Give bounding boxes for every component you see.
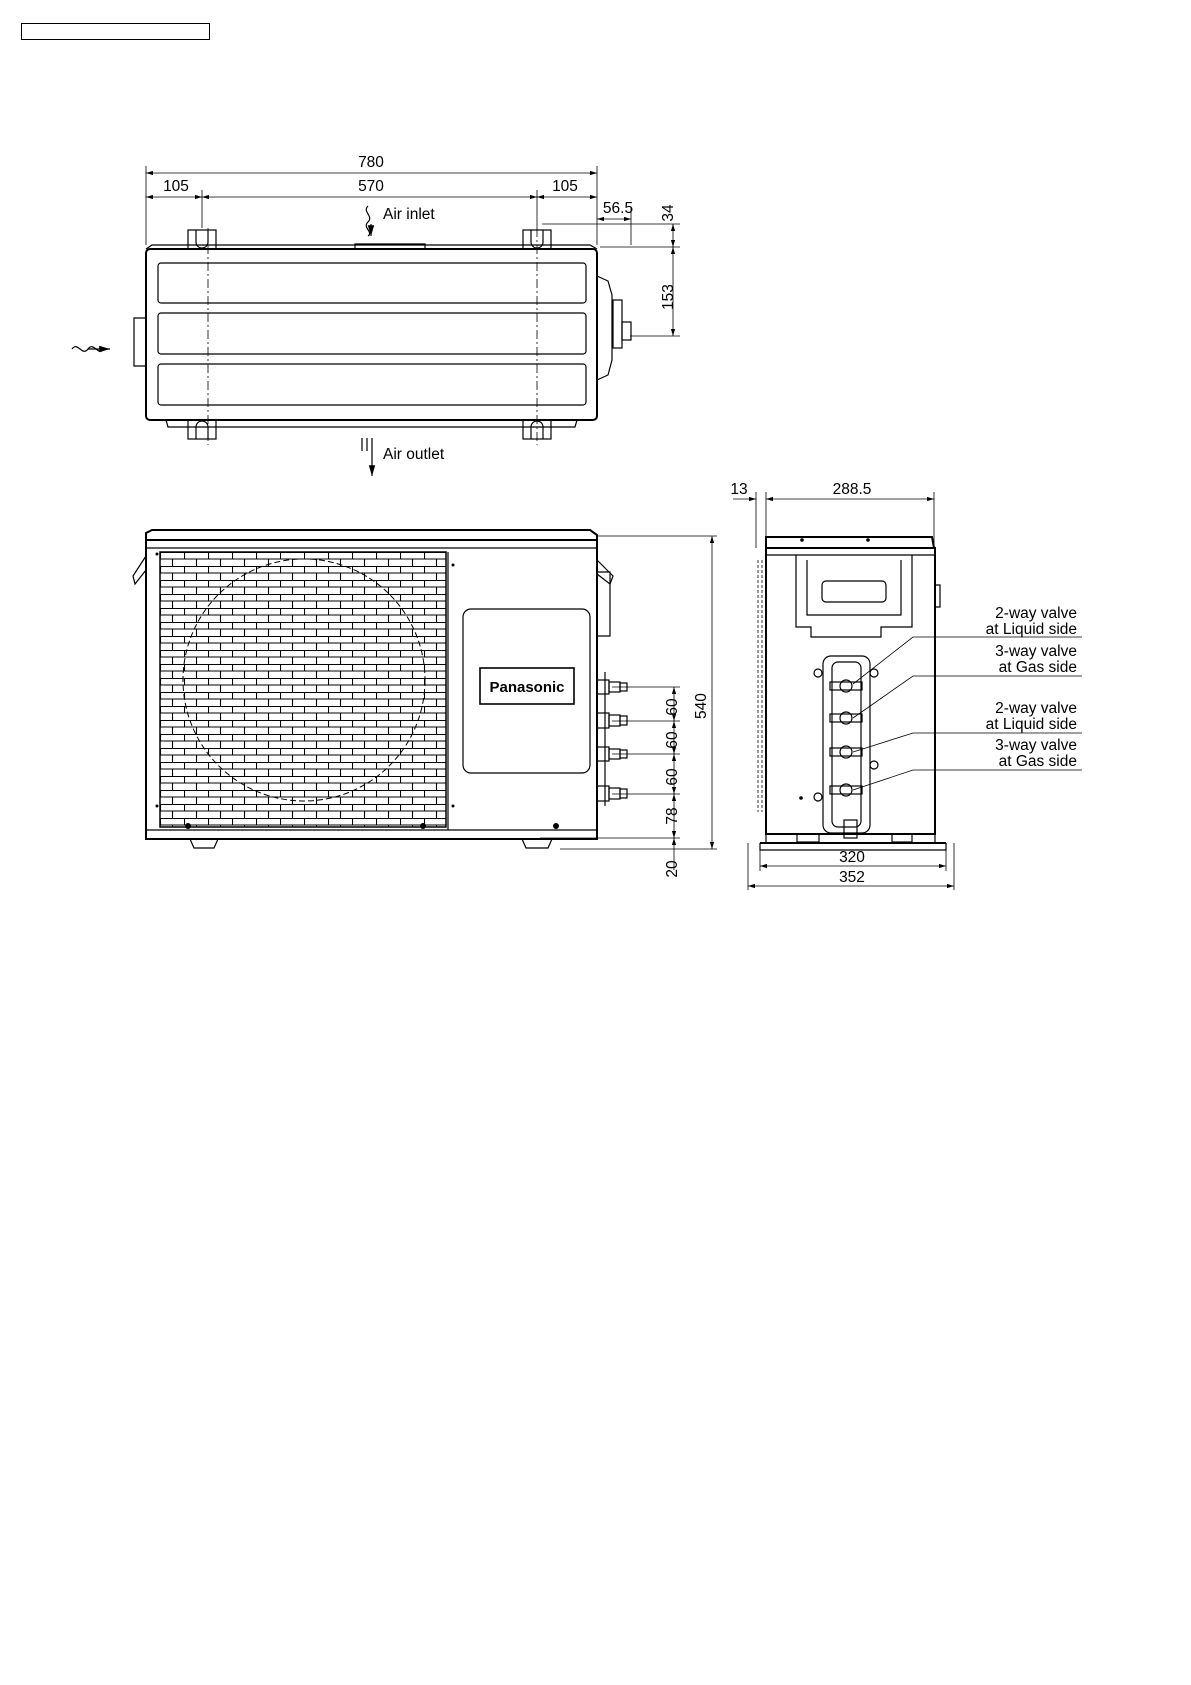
air-inlet-label: Air inlet bbox=[383, 206, 435, 223]
dim-20: 20 bbox=[664, 860, 681, 878]
side-view bbox=[730, 481, 1082, 890]
dim-288-5: 288.5 bbox=[832, 481, 872, 498]
dim-34: 34 bbox=[660, 204, 677, 222]
dim-352: 352 bbox=[839, 869, 865, 886]
dim-105-left: 105 bbox=[163, 178, 189, 195]
valve-4-line2: at Gas side bbox=[998, 753, 1077, 770]
dim-780: 780 bbox=[358, 154, 384, 171]
dim-153: 153 bbox=[660, 284, 677, 310]
top-view bbox=[72, 154, 680, 476]
brand-logo: Panasonic bbox=[489, 679, 565, 696]
valve-1-line1: 2-way valve bbox=[995, 605, 1077, 622]
air-outlet-label: Air outlet bbox=[383, 446, 445, 463]
front-view bbox=[133, 530, 717, 878]
valve-3-line1: 2-way valve bbox=[995, 700, 1077, 717]
dim-60-1: 60 bbox=[664, 698, 681, 716]
valve-3-line2: at Liquid side bbox=[985, 716, 1077, 733]
dim-78: 78 bbox=[664, 807, 681, 825]
dim-13: 13 bbox=[730, 481, 748, 498]
valve-4-line1: 3-way valve bbox=[995, 737, 1077, 754]
dim-60-3: 60 bbox=[664, 768, 681, 786]
valve-1-line2: at Liquid side bbox=[985, 621, 1077, 638]
dim-540: 540 bbox=[693, 693, 710, 719]
valve-2-line2: at Gas side bbox=[998, 659, 1077, 676]
dim-105-right: 105 bbox=[552, 178, 578, 195]
valve-2-line1: 3-way valve bbox=[995, 643, 1077, 660]
dim-570: 570 bbox=[358, 178, 384, 195]
dim-60-2: 60 bbox=[664, 731, 681, 749]
dim-56-5: 56.5 bbox=[602, 200, 634, 217]
dim-320: 320 bbox=[839, 849, 865, 866]
